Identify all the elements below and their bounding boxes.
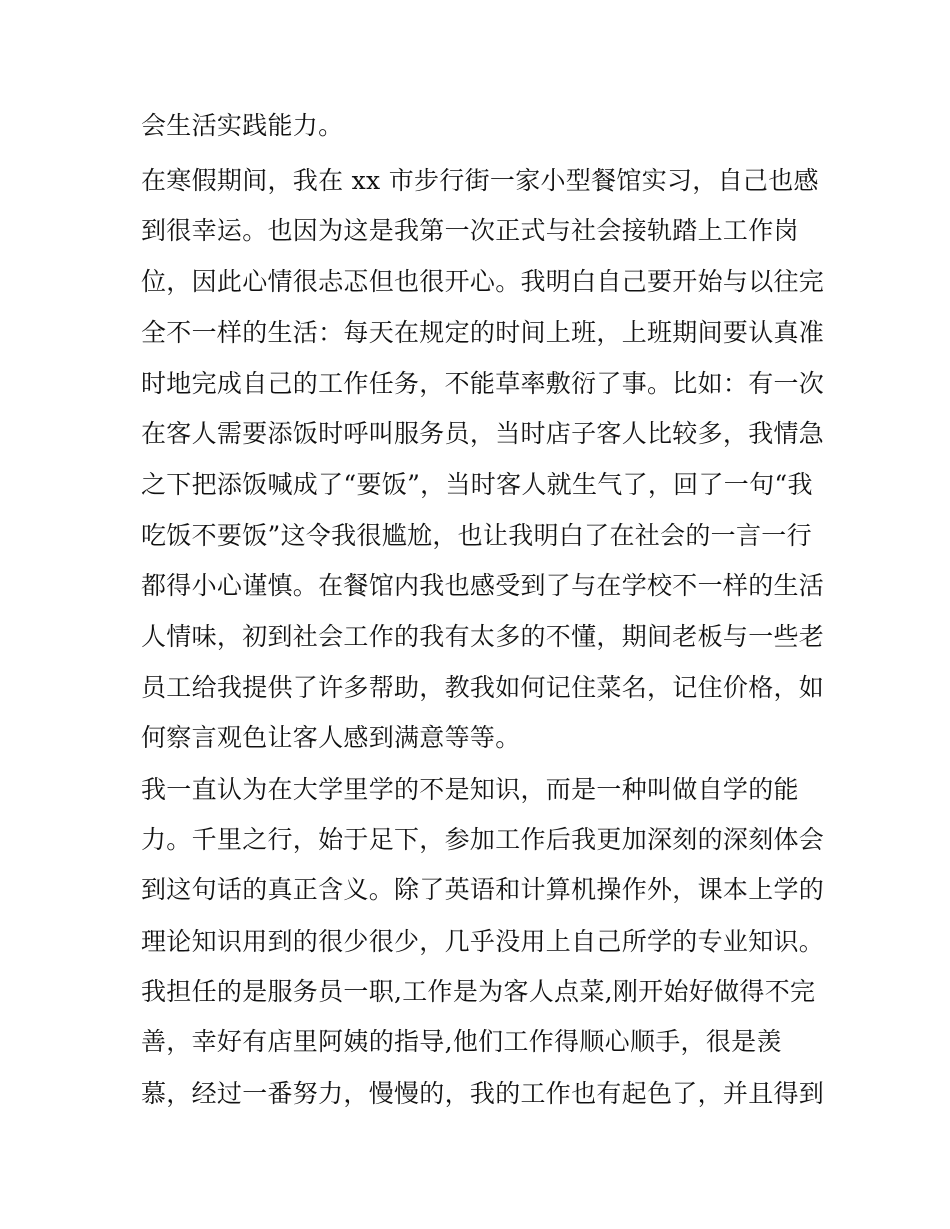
text-line: 我一直认为在大学里学的不是知识，而是一种叫做自学的能 (141, 775, 799, 804)
text-line: 人情味，初到社会工作的我有太多的不懂，期间老板与一些老 (141, 622, 825, 651)
text-line: 到很幸运。也因为这是我第一次正式与社会接轨踏上工作岗 (141, 216, 799, 245)
text-line: 会生活实践能力。 (141, 111, 344, 140)
text-line: 力。千里之行，始于足下，参加工作后我更加深刻的深刻体会 (141, 825, 825, 854)
text-line: 我担任的是服务员一职,工作是为客人点菜,刚开始好做得不完 (141, 977, 816, 1006)
text-line: 何察言观色让客人感到满意等等。 (141, 723, 521, 752)
text-line: 位，因此心情很忐忑但也很开心。我明白自己要开始与以往完 (141, 267, 825, 296)
text-line: 理论知识用到的很少很少，几乎没用上自己所学的专业知识。 (141, 927, 825, 956)
text-line: 时地完成自己的工作任务，不能草率敷衍了事。比如：有一次 (141, 369, 825, 398)
text-line: 在寒假期间，我在 xx 市步行街一家小型餐馆实习，自己也感 (141, 166, 819, 195)
text-line: 全不一样的生活：每天在规定的时间上班，上班期间要认真准 (141, 318, 825, 347)
text-line: 之下把添饭喊成了“要饭”，当时客人就生气了，回了一句“我 (141, 470, 813, 499)
text-line: 都得小心谨慎。在餐馆内我也感受到了与在学校不一样的生活 (141, 571, 825, 600)
text-line: 善，幸好有店里阿姨的指导,他们工作得顺心顺手，很是羡 (141, 1027, 782, 1056)
text-line: 慕，经过一番努力，慢慢的，我的工作也有起色了，并且得到 (141, 1079, 825, 1108)
text-line: 员工给我提供了许多帮助，教我如何记住菜名，记住价格，如 (141, 673, 825, 702)
text-line: 吃饭不要饭”这令我很尴尬，也让我明白了在社会的一言一行 (141, 521, 812, 550)
text-line: 到这句话的真正含义。除了英语和计算机操作外，课本上学的 (141, 875, 825, 904)
text-line: 在客人需要添饭时呼叫服务员，当时店子客人比较多，我情急 (141, 419, 825, 448)
